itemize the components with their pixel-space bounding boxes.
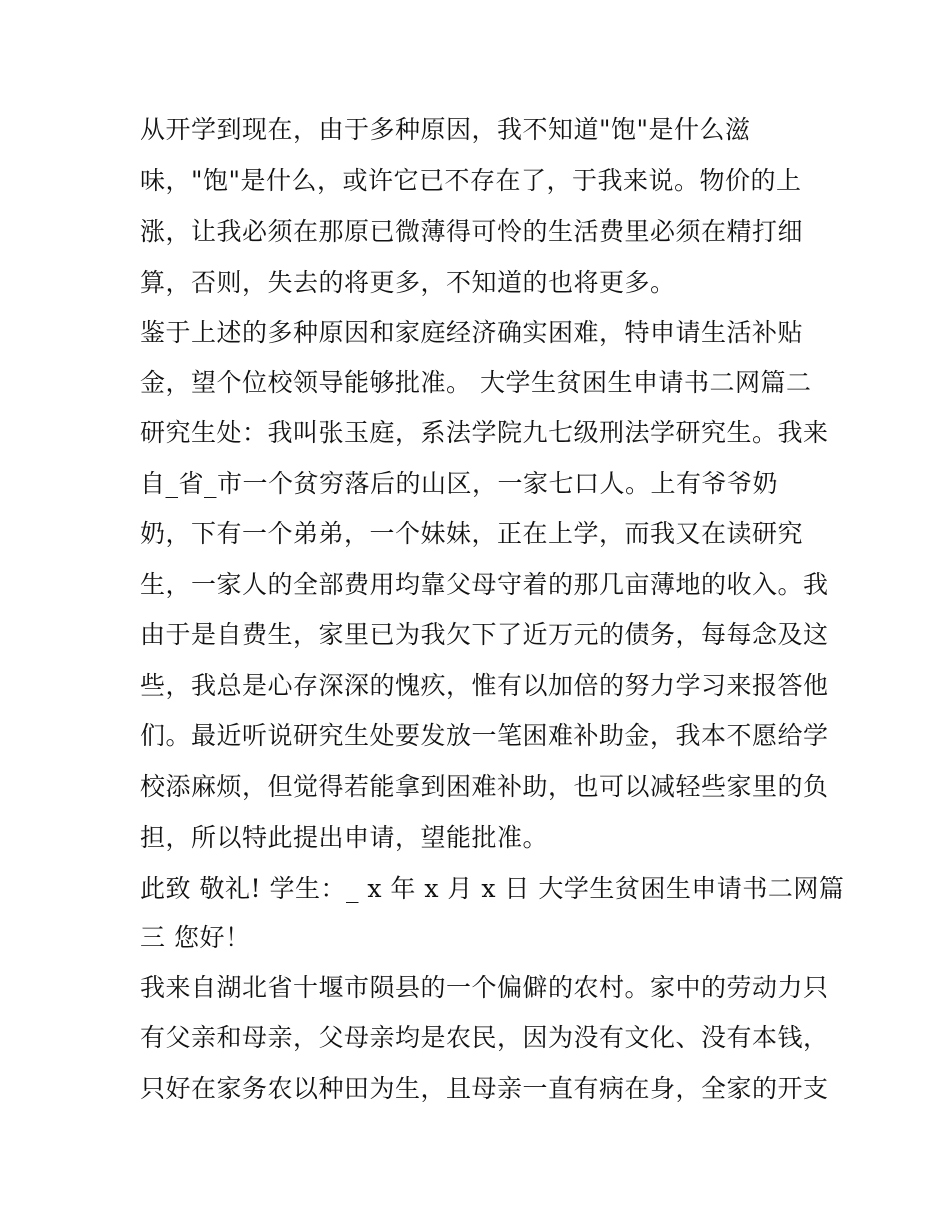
text-line: 担，所以特此提出申请，望能批准。 [140,823,549,852]
text-line: 生，一家人的全部费用均靠父母守着的那几亩薄地的收入。我 [140,570,829,599]
text-line: 奶，下有一个弟弟，一个妹妹，正在上学，而我又在读研究 [140,519,804,548]
text-line: 算，否则，失去的将更多，不知道的也将更多。 [140,268,676,297]
text-line: 研究生处：我叫张玉庭，系法学院九七级刑法学研究生。我来 [140,418,829,447]
text-line: 校添麻烦，但觉得若能拿到困难补助，也可以减轻些家里的负 [140,772,829,801]
text-line: 由于是自费生，家里已为我欠下了近万元的债务，每每念及这 [140,620,829,649]
text-line: 从开学到现在，由于多种原因，我不知道"饱"是什么滋 [140,115,751,144]
text-line: 我来自湖北省十堰市陨县的一个偏僻的农村。家中的劳动力只 [140,973,829,1002]
text-line: 有父亲和母亲，父母亲均是农民，因为没有文化、没有本钱， [140,1023,829,1052]
text-line: 金，望个位校领导能够批准。 大学生贫困生申请书二网篇二 [140,368,812,397]
text-line: 鉴于上述的多种原因和家庭经济确实困难，特申请生活补贴 [140,318,804,347]
text-line: 涨，让我必须在那原已微薄得可怜的生活费里必须在精打细 [140,217,804,246]
text-line: 只好在家务农以种田为生，且母亲一直有病在身，全家的开支 [140,1074,829,1103]
text-line: 们。最近听说研究生处要发放一笔困难补助金，我本不愿给学 [140,721,829,750]
text-line: 三 您好！ [140,923,251,952]
text-line: 自_省_市一个贫穷落后的山区，一家七口人。上有爷爷奶 [140,469,779,498]
text-line: 些，我总是心存深深的愧疚，惟有以加倍的努力学习来报答他 [140,671,829,700]
text-line: 此致 敬礼! 学生：_ x 年 x 月 x 日 大学生贫困生申请书二网篇 [140,874,845,903]
text-line: 味，"饱"是什么，或许它已不存在了，于我来说。物价的上 [140,166,802,195]
